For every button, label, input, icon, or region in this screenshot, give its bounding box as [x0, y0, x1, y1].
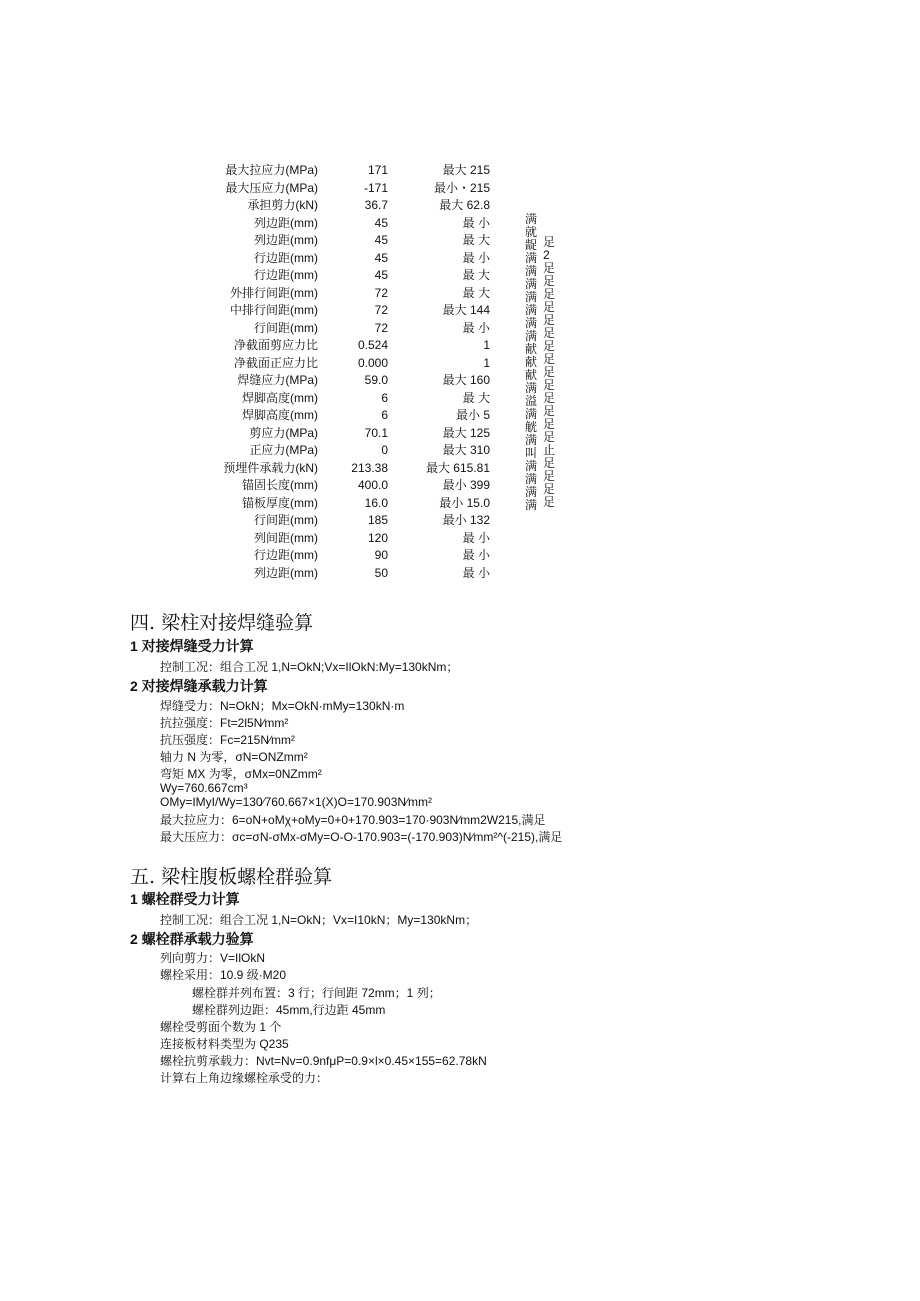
- row-limit: 最 小: [462, 250, 490, 265]
- row-value: 6: [381, 390, 388, 405]
- weld-line: 最大压应力：σc=σN-σMx-σMy=O-O-170.903=(-170.903)N∕mm²^(-215),满足: [160, 830, 563, 844]
- row-value: 72: [374, 320, 388, 335]
- row-label: 焊脚高度(mm): [242, 390, 318, 405]
- row-value: 45: [374, 215, 388, 230]
- table-row: [0, 320, 920, 337]
- row-limit: 最小・215: [433, 180, 490, 195]
- row-label: 行边距(mm): [254, 548, 318, 562]
- row-value: 185: [367, 513, 388, 527]
- table-row: [0, 302, 920, 319]
- table-row: [0, 215, 920, 232]
- table-row: [0, 162, 920, 179]
- table-row: [0, 495, 920, 512]
- weld-line: Wy=760.667cm³: [160, 781, 248, 795]
- table-row: [0, 425, 920, 442]
- row-limit: 最小 132: [442, 513, 490, 527]
- row-limit: 最小 15.0: [439, 495, 490, 510]
- row-limit: 最小 5: [455, 408, 490, 422]
- row-limit: 最 小: [462, 215, 490, 230]
- weld-line: OMy=IMyI/Wy=130∕760.667×1(X)O=170.903N∕mm²: [160, 795, 433, 809]
- row-limit: 最 大: [462, 268, 490, 282]
- table-row: [0, 565, 920, 582]
- table-row: [0, 442, 920, 459]
- section-5-control-case: 控制工况：组合工况 1,N=OkN；Vx=I10kN；My=130kNm；: [160, 913, 478, 927]
- row-limit: 最大 125: [442, 425, 490, 440]
- row-value: 59.0: [364, 373, 388, 387]
- row-value: 120: [367, 530, 388, 545]
- row-value: 0: [381, 443, 388, 457]
- table-row: [0, 197, 920, 214]
- table-row: [0, 512, 920, 529]
- row-value: 213.38: [351, 460, 388, 475]
- row-label: 锚固长度(mm): [242, 478, 318, 492]
- row-label: 列间距(mm): [254, 530, 318, 545]
- section-4-subtitle-2: 2 对接焊缝承载力计算: [130, 678, 268, 694]
- status-column-2: 足2足足足足足足足足足足足足足 足止足足足足: [543, 235, 556, 509]
- row-value: 0.000: [357, 355, 388, 370]
- row-limit: 最 大: [462, 285, 490, 300]
- row-label: 预埋件承载力(kN): [223, 460, 318, 475]
- table-row: [0, 232, 920, 249]
- section-4-subtitle-1: 1 对接焊缝受力计算: [130, 638, 254, 654]
- row-limit: 最小 399: [442, 478, 490, 492]
- table-row: [0, 267, 920, 284]
- table-row: [0, 355, 920, 372]
- bolt-line: 螺栓群并列布置：3 行；行间距 72mm；1 列；: [192, 986, 441, 1000]
- row-limit: 最大 215: [442, 163, 490, 177]
- row-limit: 最大 160: [442, 373, 490, 387]
- row-limit: 最大 615.81: [425, 460, 490, 475]
- section-5-subtitle-2: 2 螺栓群承载力验算: [130, 931, 254, 947]
- row-value: 45: [374, 268, 388, 282]
- row-label: 中排行间距(mm): [230, 303, 318, 317]
- row-limit: 最 大: [462, 390, 490, 405]
- weld-line: 焊缝受力：N=OkN；Mx=OkN·mMy=130kN·m: [160, 699, 405, 713]
- weld-line: 轴力 N 为零，σN=ONZmm²: [160, 750, 308, 764]
- table-row: [0, 547, 920, 564]
- row-value: 45: [374, 250, 388, 265]
- row-label: 焊脚高度(mm): [242, 408, 318, 422]
- table-row: [0, 250, 920, 267]
- table-row: [0, 372, 920, 389]
- row-label: 锚板厚度(mm): [242, 495, 318, 510]
- table-row: [0, 530, 920, 547]
- section-5-subtitle-1: 1 螺栓群受力计算: [130, 891, 240, 907]
- row-label: 正应力(MPa): [249, 443, 318, 457]
- row-limit: 最 小: [462, 565, 490, 580]
- weld-line: 弯矩 MX 为零，σMx=0NZmm²: [160, 767, 322, 781]
- row-value: 90: [374, 548, 388, 562]
- row-label: 行边距(mm): [254, 250, 318, 265]
- row-limit: 最 小: [462, 530, 490, 545]
- bolt-line: 螺栓受剪面个数为 1 个: [160, 1020, 282, 1034]
- table-row: [0, 285, 920, 302]
- row-label: 承担剪力(kN): [247, 198, 318, 212]
- row-label: 净截面正应力比: [233, 355, 318, 370]
- section-4-title: 四. 梁柱对接焊缝验算: [130, 612, 314, 634]
- row-limit: 最大 62.8: [439, 198, 490, 212]
- bolt-line: 计算右上角边缘螺栓承受的力：: [160, 1071, 329, 1085]
- row-label: 列边距(mm): [254, 565, 318, 580]
- row-value: 171: [367, 163, 388, 177]
- status-column-1: 满就龊满满满满满满满献献献满溢满觥满叫满满满满: [525, 212, 538, 512]
- row-value: 16.0: [364, 495, 388, 510]
- row-value: 50: [374, 565, 388, 580]
- bolt-line: 螺栓群列边距：45mm,行边距 45mm: [192, 1003, 386, 1017]
- bolt-line: 列向剪力：V=IlOkN: [160, 951, 266, 965]
- table-row: [0, 390, 920, 407]
- row-limit: 最 小: [462, 548, 490, 562]
- row-limit: 最大 310: [442, 443, 490, 457]
- row-value: 45: [374, 233, 388, 247]
- row-value: 36.7: [364, 198, 388, 212]
- row-label: 剪应力(MPa): [249, 425, 318, 440]
- weld-line: 抗压强度：Fc=215N∕mm²: [160, 733, 296, 747]
- row-value: 72: [374, 303, 388, 317]
- weld-line: 抗拉强度：Ft=2l5N∕mm²: [160, 716, 289, 730]
- row-value: 0.524: [357, 338, 388, 352]
- row-limit: 最 小: [462, 320, 490, 335]
- row-value: 70.1: [364, 425, 388, 440]
- row-value: 400.0: [357, 478, 388, 492]
- bolt-line: 连接板材料类型为 Q235: [160, 1037, 289, 1051]
- row-label: 最大压应力(MPa): [225, 180, 318, 195]
- bolt-line: 螺栓采用：10.9 级·M20: [160, 968, 287, 982]
- row-label: 列边距(mm): [254, 215, 318, 230]
- row-label: 净截面剪应力比: [233, 338, 318, 352]
- row-limit: 最大 144: [442, 303, 490, 317]
- row-value: 72: [374, 285, 388, 300]
- row-label: 行间距(mm): [254, 320, 318, 335]
- row-label: 行间距(mm): [254, 513, 318, 527]
- row-value: -171: [363, 180, 388, 195]
- row-label: 外排行间距(mm): [230, 285, 318, 300]
- bolt-line: 螺栓抗剪承载力：Nvt=Nv=0.9nfμP=0.9×l×0.45×155=62.78kN: [160, 1054, 487, 1068]
- row-limit: 1: [483, 338, 490, 352]
- table-row: [0, 460, 920, 477]
- row-value: 6: [381, 408, 388, 422]
- row-limit: 1: [483, 355, 490, 370]
- row-limit: 最 大: [462, 233, 490, 247]
- table-row: [0, 407, 920, 424]
- row-label: 焊缝应力(MPa): [237, 373, 318, 387]
- table-row: [0, 180, 920, 197]
- section-4-control-case: 控制工况：组合工况 1,N=OkN;Vx=IlOkN:My=130kNm；: [160, 660, 459, 674]
- row-label: 行边距(mm): [254, 268, 318, 282]
- weld-line: 最大拉应力：6=oN+oMχ+oMy=0+0+170.903=170·903N∕mm2W215,满足: [160, 813, 546, 827]
- section-5-title: 五. 梁柱腹板螺栓群验算: [130, 866, 333, 888]
- row-label: 列边距(mm): [254, 233, 318, 247]
- table-row: [0, 337, 920, 354]
- table-row: [0, 477, 920, 494]
- row-label: 最大拉应力(MPa): [225, 163, 318, 177]
